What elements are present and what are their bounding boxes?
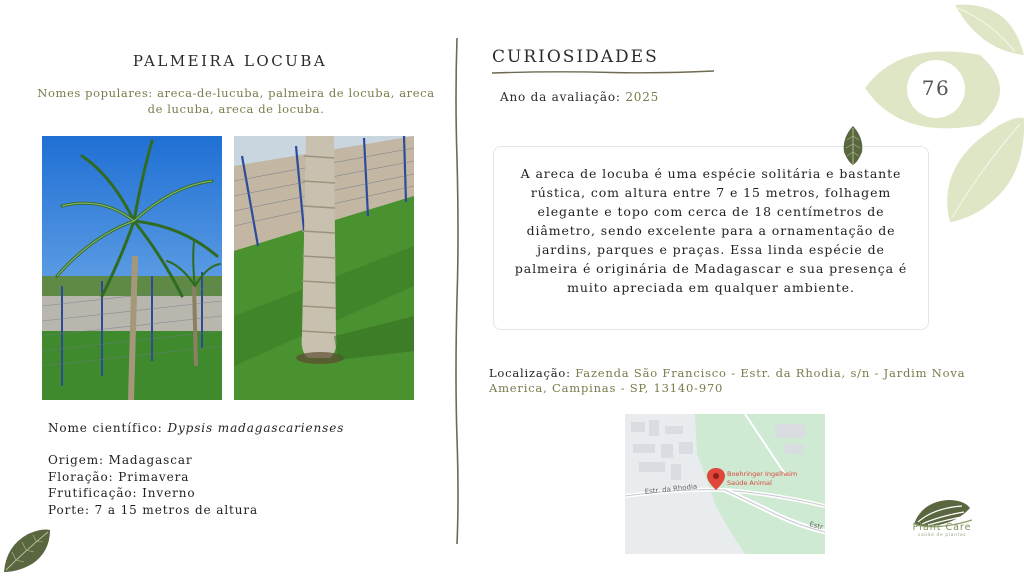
title-underline [492,68,714,76]
location-value: Fazenda São Francisco - Estr. da Rhodia, s/n - Jardim Nova America, Campinas - SP, 13140-970 [489,366,966,395]
palm-photo-full [42,136,222,400]
fact-origin: Origem: Madagascar [48,453,193,467]
plant-facts [48,452,258,518]
popular-names: Nomes populares: areca-de-lucuba, palmeira de locuba, areca de lucuba, areca de locuba. [37,86,435,116]
palm-trunk-photo [234,136,414,400]
year-value: 2025 [625,90,660,104]
map-road-label-1: Estr. da Rhodia [644,482,698,496]
location [489,366,989,396]
section-title: CURIOSIDADES [492,47,659,67]
leaf-decoration [860,0,1024,230]
map-place-line2: Saúde Animal [727,479,772,487]
map-road-label-2: Estr [808,520,824,532]
fact-flowering: Floração: Primavera [48,469,190,484]
description-text: A areca de locuba é uma espécie solitária e bastante rústica, com altura entre 7 e 15 metros, folhagem elegante e topo com cerca de 18 centímetros de diâmetro, sendo excelente para a ornamentação de jardins, parques e praças. Essa linda espécie de palmeira é originária de Madagascar e sua presença é muito apreciada em qualquer ambiente. [514,166,908,295]
location-label: Localização: [489,366,571,380]
logo-name: Plant Care [912,522,972,533]
scientific-label: Nome científico: [48,421,168,435]
fact-size: Porte: 7 a 15 metros de altura [48,502,259,517]
evaluation-year [500,90,659,104]
year-label: Ano da avaliação: [500,90,621,104]
page-number: 76 [921,76,951,100]
map-place-line1: Boehringer Ingelheim [727,470,798,478]
leaf-corner-icon [2,526,52,576]
scientific-value: Dypsis madagascarienses [167,421,345,435]
location-map[interactable] [625,414,825,554]
leaf-icon [838,124,868,166]
scientific-name [48,421,344,435]
plant-title: PALMEIRA LOCUBA [132,52,328,70]
fact-fruiting: Frutificação: Inverno [48,486,196,500]
logo-tagline: saúde de plantas [917,533,967,538]
vertical-divider [454,38,460,544]
